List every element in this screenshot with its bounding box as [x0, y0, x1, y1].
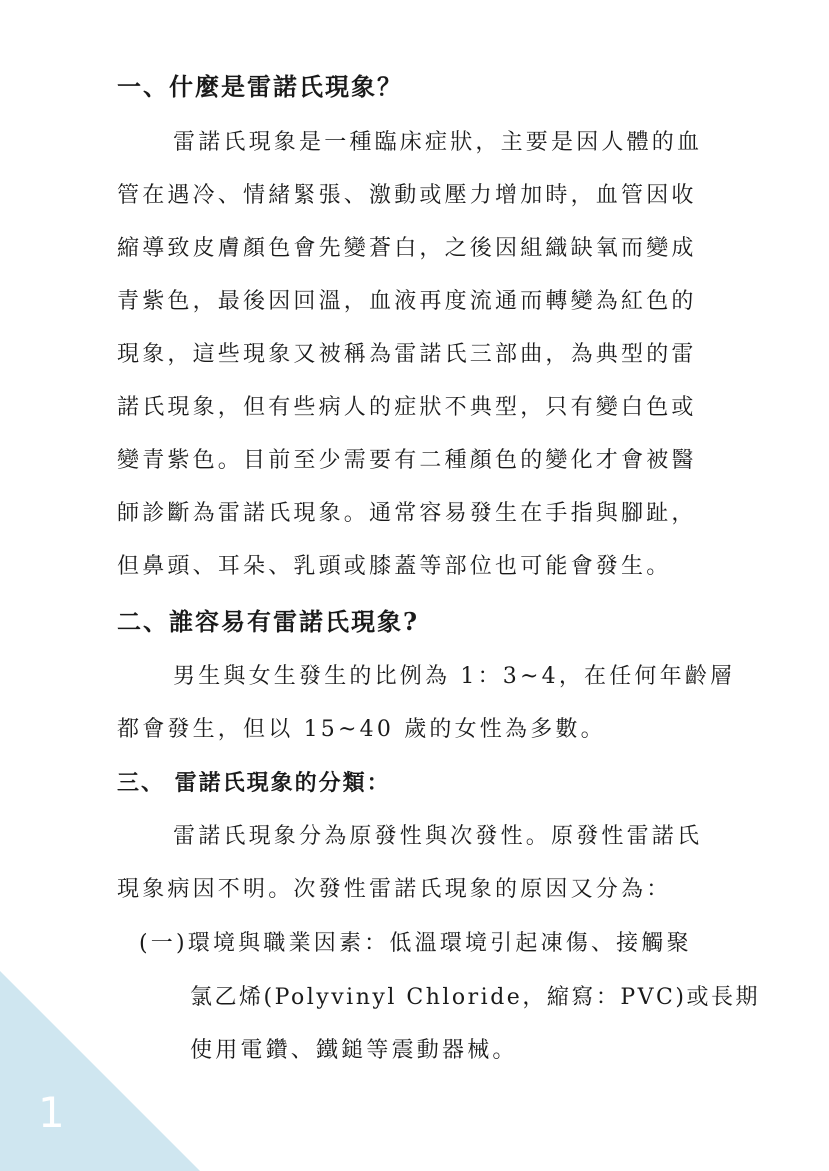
section-3-sub-item-1-cont-2: 使用電鑽、鐵鎚等震動器械。 [190, 1038, 518, 1063]
section-1-heading: 一、什麼是雷諾氏現象？ [117, 72, 403, 101]
section-3-sub-item-1-cont-1: 氯乙烯(Polyvinyl Chloride，縮寫：PVC)或長期 [190, 985, 760, 1010]
section-3-line-2: 現象病因不明。次發性雷諾氏現象的原因又分為： [117, 877, 672, 902]
section-1-line-9: 但鼻頭、耳朵、乳頭或膝蓋等部位也可能會發生。 [117, 554, 672, 579]
section-2-line-2: 都會發生，但以 15~40 歲的女性為多數。 [117, 717, 606, 742]
section-1-line-6: 諾氏現象，但有些病人的症狀不典型，只有變白色或 [117, 395, 697, 420]
section-1-line-3: 縮導致皮膚顏色會先變蒼白，之後因組織缺氧而變成 [117, 236, 697, 261]
page-number: 1 [38, 1088, 65, 1137]
section-1-line-2: 管在遇冷、情緒緊張、激動或壓力增加時，血管因收 [117, 183, 697, 208]
section-3-line-1: 雷諾氏現象分為原發性與次發性。原發性雷諾氏 [173, 824, 703, 849]
section-1-line-5: 現象，這些現象又被稱為雷諾氏三部曲，為典型的雷 [117, 342, 697, 367]
section-3-heading: 三、 雷諾氏現象的分類： [117, 770, 391, 796]
section-2-heading: 二、誰容易有雷諾氏現象? [117, 607, 420, 636]
section-1-line-7: 變青紫色。目前至少需要有二種顏色的變化才會被醫 [117, 448, 697, 473]
corner-decoration [0, 971, 200, 1171]
section-3-sub-item-1: (一)環境與職業因素：低溫環境引起凍傷、接觸聚 [139, 931, 692, 956]
section-1-line-1: 雷諾氏現象是一種臨床症狀，主要是因人體的血 [173, 130, 703, 155]
section-1-line-8: 師診斷為雷諾氏現象。通常容易發生在手指與腳趾， [117, 501, 697, 526]
section-2-line-1: 男生與女生發生的比例為 1：3~4，在任何年齡層 [173, 664, 736, 689]
section-1-line-4: 青紫色，最後因回溫，血液再度流通而轉變為紅色的 [117, 289, 697, 314]
